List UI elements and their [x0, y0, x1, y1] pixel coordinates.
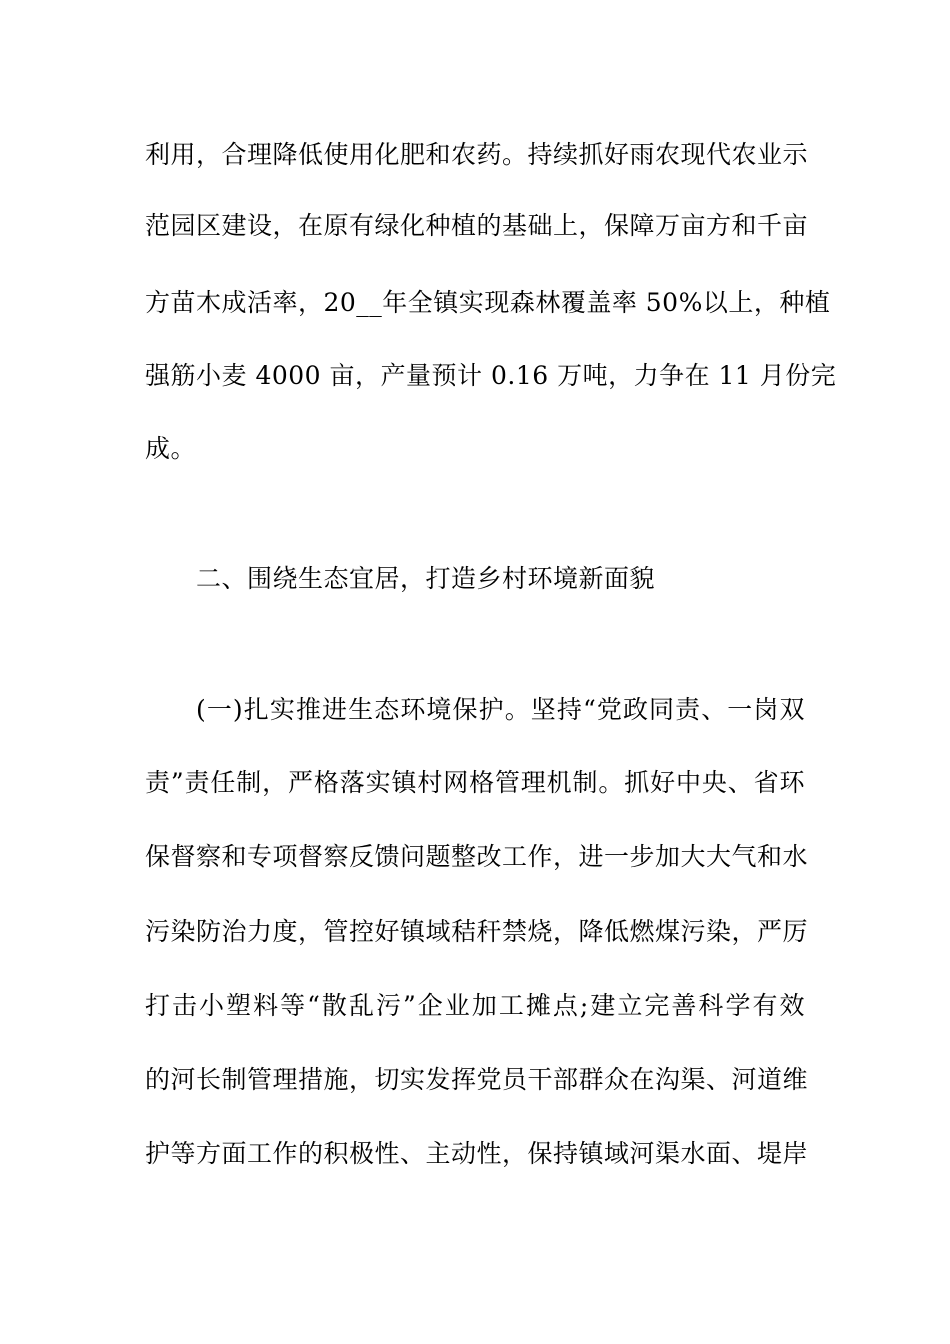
paragraph-line: 护等方面工作的积极性、主动性，保持镇域河渠水面、堤岸: [145, 1139, 809, 1168]
paragraph-line: 成。: [145, 434, 197, 463]
paragraph-line: 污染防治力度，管控好镇域秸秆禁烧，降低燃煤污染，严厉: [145, 917, 809, 946]
paragraph-line: 保督察和专项督察反馈问题整改工作，进一步加大大气和水: [145, 842, 809, 871]
paragraph-line: 责”责任制，严格落实镇村网格管理机制。抓好中央、省环: [145, 768, 805, 797]
paragraph-line: 的河长制管理措施，切实发挥党员干部群众在沟渠、河道维: [145, 1065, 809, 1094]
paragraph-line: 打击小塑料等“散乱污”企业加工摊点;建立完善科学有效: [145, 991, 805, 1020]
paragraph-line: 强筋小麦 4000 亩，产量预计 0.16 万吨，力争在 11 月份完: [145, 361, 837, 390]
paragraph-line: 方苗木成活率，20__年全镇实现森林覆盖率 50%以上，种植: [145, 288, 831, 317]
paragraph-line: (一)扎实推进生态环境保护。坚持“党政同责、一岗双: [196, 695, 805, 724]
section-heading: 二、围绕生态宜居，打造乡村环境新面貌: [196, 564, 656, 593]
paragraph-line: 利用，合理降低使用化肥和农药。持续抓好雨农现代农业示: [145, 140, 809, 169]
paragraph-line: 范园区建设，在原有绿化种植的基础上，保障万亩方和千亩: [145, 211, 809, 240]
